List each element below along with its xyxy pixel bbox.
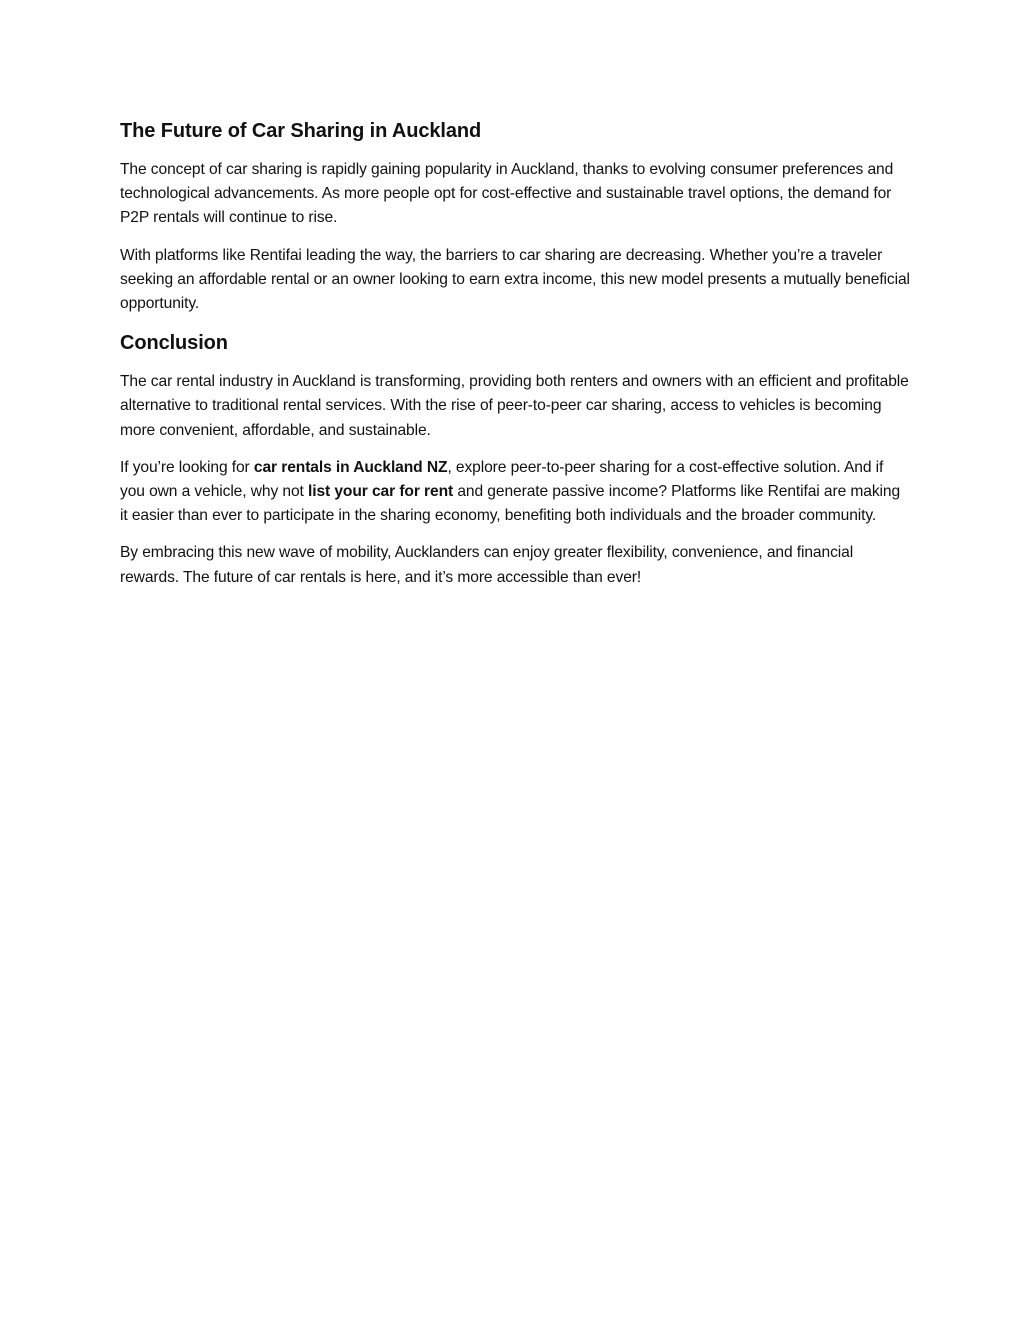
paragraph: By embracing this new wave of mobility, Aucklanders can enjoy greater flexibility, convenience, and financial rewards. The future of car rentals is here, and it’s more accessible than ever! [120,544,854,586]
conclusion-section [120,330,910,590]
text-run: If you’re looking for [120,458,254,476]
bold-keyword-car-rentals: car rentals in Auckland NZ [253,458,448,476]
paragraph [120,456,910,529]
section-heading-conclusion: Conclusion [120,332,228,355]
document-page [120,118,910,603]
bold-keyword-list-car: list your car for rent [308,483,454,501]
paragraph: The concept of car sharing is rapidly gaining popularity in Auckland, thanks to evolving consumer preferences and technological advancements. As more people opt for cost-effective and sustainable travel options, the demand for P2P rentals will continue to rise. [120,161,894,227]
future-section [120,118,910,316]
text-run: , explore peer-to-peer sharing for a cost-effective solution. And if you own a vehicle, why not [120,458,884,501]
paragraph: With platforms like Rentifai leading the way, the barriers to car sharing are decreasing. Whether you’re a traveler seeking an affordable rental or an owner looking to earn extra income, this new model presents a mutually beneficial opportunity. [120,246,910,313]
paragraph: The car rental industry in Auckland is transforming, providing both renters and owners with an efficient and profitable alternative to traditional rental services. With the rise of peer-to-peer car sharing, access to vehicles is becoming more convenient, affordable, and sustainable. [120,373,909,439]
section-heading-future: The Future of Car Sharing in Auckland [120,120,482,142]
text-run: and generate passive income? Platforms like Rentifai are making it easier than ever to participate in the sharing economy, benefiting both individuals and the broader community. [120,483,901,525]
